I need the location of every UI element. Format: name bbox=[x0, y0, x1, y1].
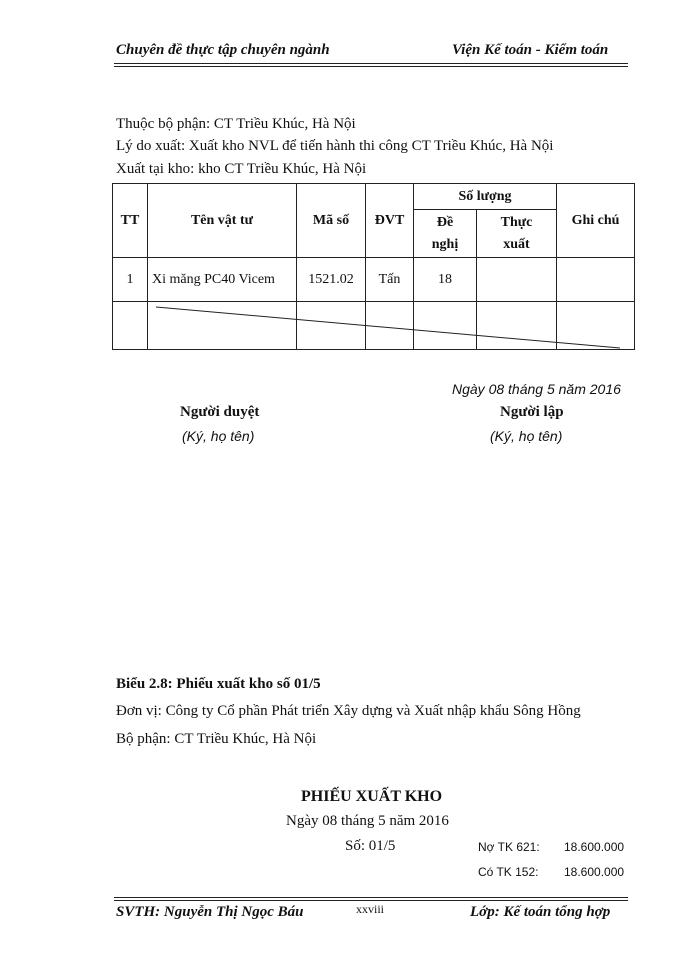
header-right: Viện Kế toán - Kiểm toán bbox=[452, 42, 609, 58]
header-qty: Số lượng bbox=[414, 184, 557, 210]
header-code: Mã số bbox=[297, 184, 366, 258]
slip-date: Ngày 08 tháng 5 năm 2016 bbox=[286, 813, 449, 829]
credit-value: 18.600.000 bbox=[564, 865, 625, 879]
info-department: Thuộc bộ phận: CT Triều Khúc, Hà Nội bbox=[116, 116, 356, 132]
sign-date: Ngày 08 tháng 5 năm 2016 bbox=[452, 381, 621, 397]
header-tt: TT bbox=[113, 184, 148, 258]
footer-rule-2 bbox=[114, 900, 628, 901]
header-name: Tên vật tư bbox=[148, 184, 297, 258]
approver-hint: (Ký, họ tên) bbox=[182, 428, 255, 444]
approver-title: Người duyệt bbox=[180, 404, 260, 420]
row-name: Xi măng PC40 Vicem bbox=[148, 258, 297, 302]
row-tt: 1 bbox=[113, 258, 148, 302]
credit-label: Có TK 152: bbox=[478, 865, 539, 879]
header-actual: Thực xuất bbox=[477, 210, 557, 258]
caption-title: Biểu 2.8: Phiếu xuất kho số 01/5 bbox=[116, 676, 321, 692]
row-requested: 18 bbox=[414, 258, 477, 302]
footer-left: SVTH: Nguyễn Thị Ngọc Báu bbox=[116, 904, 304, 920]
creator-title: Người lập bbox=[500, 404, 564, 420]
slip-number: Số: 01/5 bbox=[345, 838, 396, 854]
slip-title: PHIẾU XUẤT KHO bbox=[301, 788, 443, 805]
info-warehouse: Xuất tại kho: kho CT Triều Khúc, Hà Nội bbox=[116, 161, 367, 177]
caption-unit: Đơn vị: Công ty Cổ phần Phát triển Xây dựng và Xuất nhập khẩu Sông Hồng bbox=[116, 703, 581, 719]
header-requested: Đề nghị bbox=[414, 210, 477, 258]
row-code: 1521.02 bbox=[297, 258, 366, 302]
info-reason: Lý do xuất: Xuất kho NVL để tiến hành thi công CT Triều Khúc, Hà Nội bbox=[116, 138, 554, 154]
footer-right: Lớp: Kế toán tổng hợp bbox=[470, 904, 611, 920]
debit-value: 18.600.000 bbox=[564, 840, 625, 854]
debit-label: Nợ TK 621: bbox=[478, 840, 540, 854]
row-unit: Tấn bbox=[366, 258, 414, 302]
header-left: Chuyên đề thực tập chuyên ngành bbox=[116, 42, 330, 58]
creator-hint: (Ký, họ tên) bbox=[490, 428, 563, 444]
footer-rule bbox=[114, 897, 628, 898]
header-unit: ĐVT bbox=[366, 184, 414, 258]
caption-department: Bộ phận: CT Triều Khúc, Hà Nội bbox=[116, 731, 317, 747]
page-number: xxviii bbox=[356, 902, 385, 916]
header-note: Ghi chú bbox=[557, 184, 635, 258]
